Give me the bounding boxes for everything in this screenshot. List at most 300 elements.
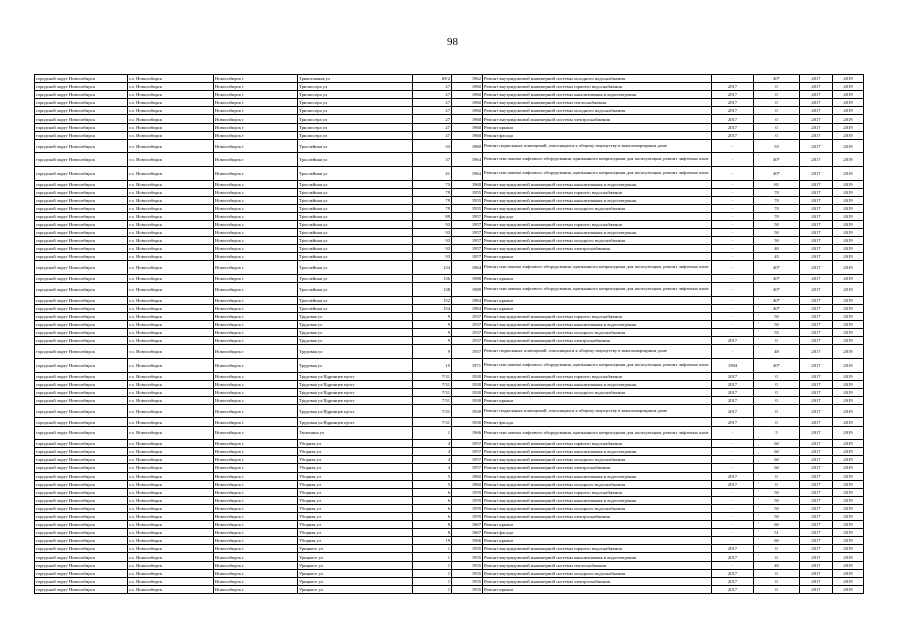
year-built-cell: 1957 [452, 456, 483, 464]
wear-percent-cell: 60 [754, 464, 800, 472]
municipality-cell: городской округ Новосибирск [35, 131, 128, 139]
wear-percent-cell: 50 [754, 504, 800, 512]
street-cell: Трудовая ул/Ядринцев пр-кт [298, 396, 413, 404]
municipality-cell: городской округ Новосибирск [35, 229, 128, 237]
table-row [35, 345, 864, 359]
municipality-cell: городской округ Новосибирск [35, 329, 128, 337]
table-row [35, 472, 864, 480]
table-row [35, 488, 864, 496]
work-type-cell: Ремонт внутридомовой инженерной системы теплоснабжения [483, 99, 712, 107]
last-repair-year-cell: - [712, 345, 754, 359]
city-cell: Новосибирск г [214, 153, 298, 167]
plan-start-cell: 2017 [800, 212, 833, 220]
municipality-cell: городской округ Новосибирск [35, 304, 128, 312]
last-repair-year-cell: - [712, 561, 754, 569]
year-built-cell: 1988 [452, 275, 483, 283]
table-row [35, 166, 864, 180]
wear-percent-cell: 5 [754, 426, 800, 440]
house-number-cell: 93 [413, 237, 452, 245]
city-cell: Новосибирск г [214, 283, 298, 297]
house-number-cell: 79 [413, 196, 452, 204]
wear-percent-cell: 60 [754, 521, 800, 529]
last-repair-year-cell: 2017 [712, 123, 754, 131]
work-type-cell: Ремонт крыши [483, 275, 712, 283]
city-cell: Новосибирск г [214, 537, 298, 545]
table-row [35, 283, 864, 297]
house-number-cell: 8 [413, 521, 452, 529]
city-cell: Новосибирск г [214, 545, 298, 553]
street-cell: Трудовая ул/Ядринцев пр-кт [298, 388, 413, 396]
wear-percent-cell: 60 [754, 456, 800, 464]
district-cell: г.о. Новосибирск [128, 329, 214, 337]
city-cell: Новосибирск г [214, 221, 298, 229]
plan-start-cell: 2017 [800, 139, 833, 153]
street-cell: Уборная ул [298, 472, 413, 480]
plan-end-cell: 2019 [833, 448, 864, 456]
year-built-cell: 1955 [452, 188, 483, 196]
table-row [35, 504, 864, 512]
table-row [35, 569, 864, 577]
table-row [35, 464, 864, 472]
wear-percent-cell: 65 [754, 180, 800, 188]
plan-start-cell: 2017 [800, 196, 833, 204]
wear-percent-cell: 50 [754, 221, 800, 229]
plan-start-cell: 2017 [800, 569, 833, 577]
plan-end-cell: 2019 [833, 229, 864, 237]
district-cell: г.о. Новосибирск [128, 585, 214, 593]
plan-end-cell: 2019 [833, 261, 864, 275]
year-built-cell: 1935 [452, 585, 483, 593]
last-repair-year-cell: - [712, 229, 754, 237]
year-built-cell: 1971 [452, 358, 483, 372]
municipality-cell: городской округ Новосибирск [35, 577, 128, 585]
year-built-cell: 1960 [452, 131, 483, 139]
work-type-cell: Ремонт внутридомовой инженерной системы электроснабжения [483, 464, 712, 472]
city-cell: Новосибирск г [214, 464, 298, 472]
plan-start-cell: 2017 [800, 504, 833, 512]
plan-end-cell: 2019 [833, 464, 864, 472]
district-cell: г.о. Новосибирск [128, 123, 214, 131]
house-number-cell: 4 [413, 456, 452, 464]
last-repair-year-cell: 2017 [712, 553, 754, 561]
plan-start-cell: 2017 [800, 166, 833, 180]
wear-percent-cell: 50 [754, 513, 800, 521]
table-row [35, 480, 864, 488]
work-type-cell: Ремонт внутридомовой инженерной системы электроснабжения [483, 337, 712, 345]
municipality-cell: городской округ Новосибирск [35, 99, 128, 107]
municipality-cell: городской округ Новосибирск [35, 196, 128, 204]
work-type-cell: Ремонт внутридомовой инженерной системы горячего водоснабжения [483, 372, 712, 380]
last-repair-year-cell: - [712, 312, 754, 320]
plan-start-cell: 2017 [800, 153, 833, 167]
plan-end-cell: 2019 [833, 545, 864, 553]
last-repair-year-cell: - [712, 521, 754, 529]
work-type-cell: Ремонт внутридомовой инженерной системы холодного водоснабжения [483, 388, 712, 396]
work-type-cell: Ремонт внутридомовой инженерной системы горячего водоснабжения [483, 440, 712, 448]
table-row [35, 304, 864, 312]
plan-end-cell: 2019 [833, 153, 864, 167]
street-cell: Трилиссера ул [298, 99, 413, 107]
house-number-cell: 6 [413, 496, 452, 504]
municipality-cell: городской округ Новосибирск [35, 553, 128, 561]
wear-percent-cell: 0 [754, 569, 800, 577]
last-repair-year-cell: 2017 [712, 396, 754, 404]
municipality-cell: городской округ Новосибирск [35, 380, 128, 388]
house-number-cell: 154 [413, 304, 452, 312]
house-number-cell: 33 [413, 139, 452, 153]
table-row [35, 123, 864, 131]
wear-percent-cell: 45 [754, 253, 800, 261]
last-repair-year-cell: - [712, 212, 754, 220]
table-row [35, 456, 864, 464]
street-cell: Трудовая ул [298, 337, 413, 345]
year-built-cell: 1964 [452, 166, 483, 180]
last-repair-year-cell: - [712, 166, 754, 180]
plan-start-cell: 2017 [800, 537, 833, 545]
city-cell: Новосибирск г [214, 529, 298, 537]
city-cell: Новосибирск г [214, 480, 298, 488]
plan-start-cell: 2017 [800, 372, 833, 380]
work-type-cell: Ремонт крыши [483, 396, 712, 404]
street-cell: Уборная ул [298, 537, 413, 545]
plan-start-cell: 2017 [800, 448, 833, 456]
house-number-cell: 6 [413, 513, 452, 521]
municipality-cell: городской округ Новосибирск [35, 296, 128, 304]
municipality-cell: городской округ Новосибирск [35, 188, 128, 196]
table-row [35, 212, 864, 220]
plan-start-cell: 2017 [800, 253, 833, 261]
table-row [35, 388, 864, 396]
municipality-cell: городской округ Новосибирск [35, 75, 128, 83]
wear-percent-cell: 50 [754, 229, 800, 237]
plan-end-cell: 2019 [833, 569, 864, 577]
plan-end-cell: 2019 [833, 275, 864, 283]
city-cell: Новосибирск г [214, 553, 298, 561]
street-cell: Троллейная ул [298, 139, 413, 153]
work-type-cell: Ремонт фасада [483, 131, 712, 139]
work-type-cell: Ремонт внутридомовой инженерной системы теплоснабжения [483, 561, 712, 569]
year-built-cell: 1960 [452, 107, 483, 115]
year-built-cell: 1935 [452, 561, 483, 569]
plan-start-cell: 2017 [800, 380, 833, 388]
work-type-cell: Ремонт внутридомовой инженерной системы горячего водоснабжения [483, 545, 712, 553]
plan-end-cell: 2019 [833, 196, 864, 204]
work-type-cell: Ремонт внутридомовой инженерной системы горячего водоснабжения [483, 312, 712, 320]
house-number-cell: 1 [413, 577, 452, 585]
house-number-cell: 27 [413, 99, 452, 107]
city-cell: Новосибирск г [214, 521, 298, 529]
city-cell: Новосибирск г [214, 275, 298, 283]
city-cell: Новосибирск г [214, 204, 298, 212]
street-cell: Трилиссера ул [298, 107, 413, 115]
last-repair-year-cell: 2017 [712, 577, 754, 585]
house-number-cell: 9 [413, 312, 452, 320]
plan-start-cell: 2017 [800, 180, 833, 188]
municipality-cell: городской округ Новосибирск [35, 204, 128, 212]
year-built-cell: 1957 [452, 221, 483, 229]
wear-percent-cell: 40* [754, 358, 800, 372]
plan-start-cell: 2017 [800, 585, 833, 593]
district-cell: г.о. Новосибирск [128, 245, 214, 253]
district-cell: г.о. Новосибирск [128, 304, 214, 312]
district-cell: г.о. Новосибирск [128, 472, 214, 480]
table-row [35, 585, 864, 593]
city-cell: Новосибирск г [214, 166, 298, 180]
last-repair-year-cell: 2017 [712, 91, 754, 99]
page-number: 98 [447, 36, 458, 48]
district-cell: г.о. Новосибирск [128, 388, 214, 396]
district-cell: г.о. Новосибирск [128, 345, 214, 359]
last-repair-year-cell: - [712, 204, 754, 212]
municipality-cell: городской округ Новосибирск [35, 345, 128, 359]
wear-percent-cell: 0 [754, 418, 800, 426]
plan-start-cell: 2017 [800, 358, 833, 372]
plan-start-cell: 2017 [800, 296, 833, 304]
plan-end-cell: 2019 [833, 585, 864, 593]
wear-percent-cell: 60 [754, 448, 800, 456]
table-row [35, 537, 864, 545]
plan-start-cell: 2017 [800, 464, 833, 472]
plan-start-cell: 2017 [800, 275, 833, 283]
table-row [35, 131, 864, 139]
last-repair-year-cell: 2017 [712, 545, 754, 553]
municipality-cell: городской округ Новосибирск [35, 107, 128, 115]
street-cell: Трудовая ул/Ядринцев пр-кт [298, 380, 413, 388]
plan-end-cell: 2019 [833, 553, 864, 561]
wear-percent-cell: 50 [754, 496, 800, 504]
plan-end-cell: 2019 [833, 561, 864, 569]
plan-start-cell: 2017 [800, 245, 833, 253]
work-type-cell: Ремонт фасада [483, 212, 712, 220]
table-row [35, 180, 864, 188]
plan-start-cell: 2017 [800, 388, 833, 396]
municipality-cell: городской округ Новосибирск [35, 180, 128, 188]
municipality-cell: городской округ Новосибирск [35, 472, 128, 480]
plan-start-cell: 2017 [800, 229, 833, 237]
municipality-cell: городской округ Новосибирск [35, 153, 128, 167]
plan-start-cell: 2017 [800, 480, 833, 488]
municipality-cell: городской округ Новосибирск [35, 513, 128, 521]
district-cell: г.о. Новосибирск [128, 396, 214, 404]
table-row [35, 513, 864, 521]
municipality-cell: городской округ Новосибирск [35, 83, 128, 91]
work-type-cell: Ремонт внутридомовой инженерной системы электроснабжения [483, 245, 712, 253]
wear-percent-cell: 0 [754, 131, 800, 139]
municipality-cell: городской округ Новосибирск [35, 321, 128, 329]
year-built-cell: 1957 [452, 245, 483, 253]
year-built-cell: 1955 [452, 196, 483, 204]
wear-percent-cell: 51 [754, 529, 800, 537]
district-cell: г.о. Новосибирск [128, 321, 214, 329]
year-built-cell: 1959 [452, 488, 483, 496]
last-repair-year-cell: 2017 [712, 131, 754, 139]
house-number-cell: 4 [413, 440, 452, 448]
work-type-cell: Ремонт крыши [483, 537, 712, 545]
street-cell: Уборная ул [298, 456, 413, 464]
wear-percent-cell: 55 [754, 329, 800, 337]
house-number-cell: 1 [413, 585, 452, 593]
plan-end-cell: 2019 [833, 253, 864, 261]
house-number-cell: 93 [413, 229, 452, 237]
plan-end-cell: 2019 [833, 372, 864, 380]
wear-percent-cell: 60 [754, 537, 800, 545]
plan-start-cell: 2017 [800, 83, 833, 91]
plan-start-cell: 2017 [800, 188, 833, 196]
city-cell: Новосибирск г [214, 585, 298, 593]
plan-end-cell: 2019 [833, 180, 864, 188]
street-cell: Трилиссера ул [298, 91, 413, 99]
last-repair-year-cell: 2017 [712, 380, 754, 388]
work-type-cell: Ремонт внутридомовой инженерной системы холодного водоснабжения [483, 480, 712, 488]
plan-end-cell: 2019 [833, 472, 864, 480]
city-cell: Новосибирск г [214, 337, 298, 345]
plan-start-cell: 2017 [800, 396, 833, 404]
municipality-cell: городской округ Новосибирск [35, 464, 128, 472]
municipality-cell: городской округ Новосибирск [35, 448, 128, 456]
plan-end-cell: 2019 [833, 188, 864, 196]
table-row [35, 188, 864, 196]
year-built-cell: 1957 [452, 212, 483, 220]
street-cell: Троллейная ул [298, 245, 413, 253]
work-type-cell: Ремонт внутридомовой инженерной системы холодного водоснабжения [483, 107, 712, 115]
wear-percent-cell: 0 [754, 396, 800, 404]
district-cell: г.о. Новосибирск [128, 545, 214, 553]
plan-start-cell: 2017 [800, 221, 833, 229]
plan-end-cell: 2019 [833, 396, 864, 404]
street-cell: Трикотажная ул [298, 75, 413, 83]
last-repair-year-cell: 2017 [712, 404, 754, 418]
plan-end-cell: 2019 [833, 99, 864, 107]
municipality-cell: городской округ Новосибирск [35, 456, 128, 464]
municipality-cell: городской округ Новосибирск [35, 275, 128, 283]
street-cell: Троллейная ул [298, 229, 413, 237]
plan-start-cell: 2017 [800, 545, 833, 553]
year-built-cell: 1957 [452, 448, 483, 456]
wear-percent-cell: 40* [754, 304, 800, 312]
plan-start-cell: 2017 [800, 99, 833, 107]
plan-end-cell: 2019 [833, 283, 864, 297]
wear-percent-cell: 0 [754, 472, 800, 480]
city-cell: Новосибирск г [214, 304, 298, 312]
district-cell: г.о. Новосибирск [128, 196, 214, 204]
district-cell: г.о. Новосибирск [128, 337, 214, 345]
year-built-cell: 1960 [452, 480, 483, 488]
repair-table-body [35, 75, 864, 594]
plan-end-cell: 2019 [833, 426, 864, 440]
last-repair-year-cell: 2017 [712, 569, 754, 577]
municipality-cell: городской округ Новосибирск [35, 115, 128, 123]
district-cell: г.о. Новосибирск [128, 131, 214, 139]
municipality-cell: городской округ Новосибирск [35, 91, 128, 99]
wear-percent-cell: 0 [754, 107, 800, 115]
work-type-cell: Ремонт внутридомовой инженерной системы холодного водоснабжения [483, 504, 712, 512]
year-built-cell: 1930 [452, 372, 483, 380]
district-cell: г.о. Новосибирск [128, 221, 214, 229]
last-repair-year-cell: - [712, 261, 754, 275]
district-cell: г.о. Новосибирск [128, 229, 214, 237]
last-repair-year-cell: - [712, 237, 754, 245]
city-cell: Новосибирск г [214, 380, 298, 388]
work-type-cell: Ремонт внутридомовой инженерной системы канализования и водоотведения [483, 553, 712, 561]
city-cell: Новосибирск г [214, 107, 298, 115]
house-number-cell: 15 [413, 358, 452, 372]
street-cell: Троллейная ул [298, 261, 413, 275]
plan-end-cell: 2019 [833, 115, 864, 123]
plan-end-cell: 2019 [833, 380, 864, 388]
table-row [35, 245, 864, 253]
street-cell: Трудовая ул/Ядринцев пр-кт [298, 418, 413, 426]
work-type-cell: Ремонт крыши [483, 123, 712, 131]
city-cell: Новосибирск г [214, 245, 298, 253]
district-cell: г.о. Новосибирск [128, 91, 214, 99]
city-cell: Новосибирск г [214, 83, 298, 91]
house-number-cell: 93 [413, 245, 452, 253]
district-cell: г.о. Новосибирск [128, 537, 214, 545]
work-type-cell: Ремонт внутридомовой инженерной системы холодного водоснабжения [483, 75, 712, 83]
district-cell: г.о. Новосибирск [128, 456, 214, 464]
street-cell: Трудовая ул/Ядринцев пр-кт [298, 404, 413, 418]
house-number-cell: 8 [413, 529, 452, 537]
plan-start-cell: 2017 [800, 123, 833, 131]
plan-start-cell: 2017 [800, 91, 833, 99]
plan-start-cell: 2017 [800, 337, 833, 345]
plan-end-cell: 2019 [833, 166, 864, 180]
year-built-cell: 1935 [452, 553, 483, 561]
work-type-cell: Ремонт крыши [483, 521, 712, 529]
year-built-cell: 1967 [452, 529, 483, 537]
table-row [35, 196, 864, 204]
table-row [35, 107, 864, 115]
house-number-cell: 6 [413, 488, 452, 496]
city-cell: Новосибирск г [214, 115, 298, 123]
table-row [35, 91, 864, 99]
city-cell: Новосибирск г [214, 448, 298, 456]
city-cell: Новосибирск г [214, 253, 298, 261]
plan-end-cell: 2019 [833, 131, 864, 139]
house-number-cell: 73 [413, 180, 452, 188]
district-cell: г.о. Новосибирск [128, 296, 214, 304]
street-cell: Троллейная ул [298, 221, 413, 229]
house-number-cell: 4 [413, 448, 452, 456]
wear-percent-cell: 40* [754, 296, 800, 304]
municipality-cell: городской округ Новосибирск [35, 521, 128, 529]
street-cell: Троллейная ул [298, 296, 413, 304]
work-type-cell: Ремонт внутридомовой инженерной системы электроснабжения [483, 115, 712, 123]
street-cell: Трилиссера ул [298, 115, 413, 123]
last-repair-year-cell: - [712, 180, 754, 188]
street-cell: Уборная ул [298, 513, 413, 521]
wear-percent-cell: 50 [754, 237, 800, 245]
year-built-cell: 1935 [452, 569, 483, 577]
district-cell: г.о. Новосибирск [128, 561, 214, 569]
table-row [35, 440, 864, 448]
wear-percent-cell: 70 [754, 196, 800, 204]
plan-end-cell: 2019 [833, 91, 864, 99]
repair-table [34, 74, 864, 594]
municipality-cell: городской округ Новосибирск [35, 139, 128, 153]
house-number-cell: 1 [413, 561, 452, 569]
wear-percent-cell: 0 [754, 585, 800, 593]
municipality-cell: городской округ Новосибирск [35, 237, 128, 245]
house-number-cell: 7/31 [413, 388, 452, 396]
work-type-cell: Ремонт или замена лифтового оборудования, признанного непригодным для эксплуатации, ремонт лифтовых шахт [483, 283, 712, 297]
street-cell: Трудовая ул [298, 345, 413, 359]
city-cell: Новосибирск г [214, 396, 298, 404]
plan-end-cell: 2019 [833, 480, 864, 488]
district-cell: г.о. Новосибирск [128, 83, 214, 91]
city-cell: Новосибирск г [214, 404, 298, 418]
year-built-cell: 1959 [452, 513, 483, 521]
